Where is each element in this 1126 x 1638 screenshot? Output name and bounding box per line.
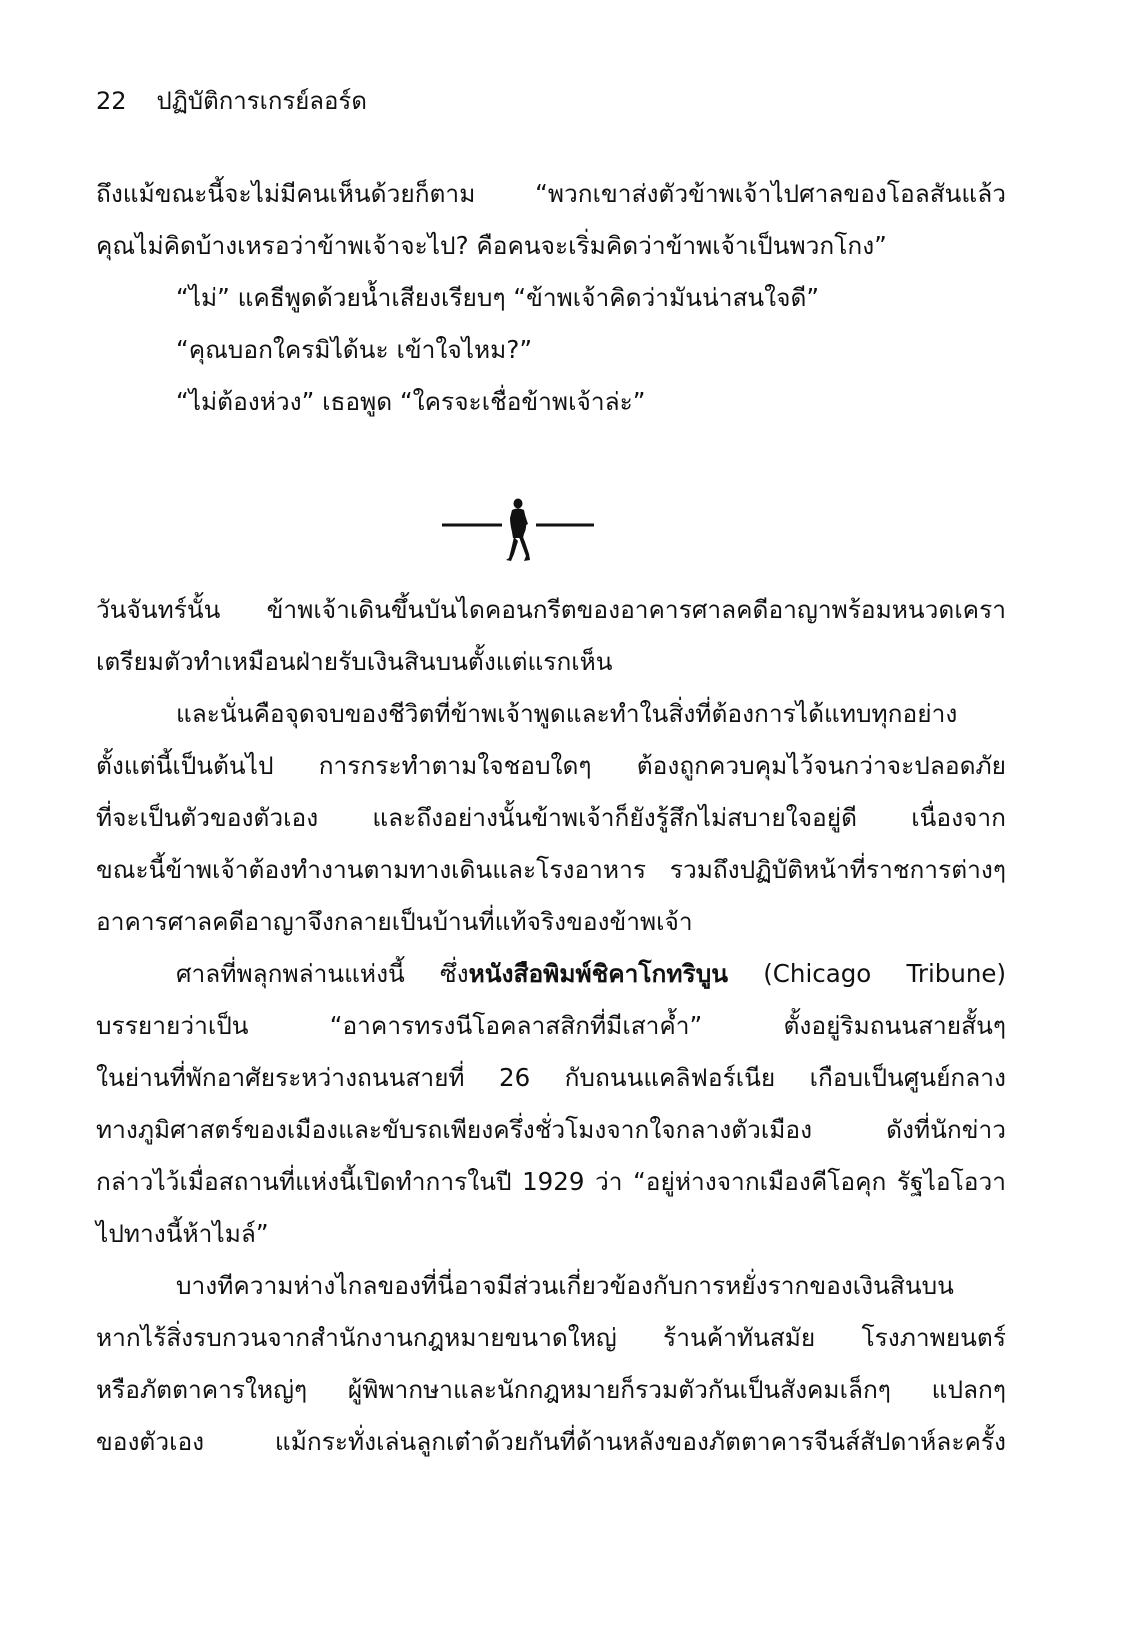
text-line [96,948,1006,1000]
text-line: ในย่านที่พักอาศัยระหว่างถนนสายที่ 26 กับถนนแคลิฟอร์เนีย เกือบเป็นศูนย์กลาง [96,1063,1006,1092]
text-line: และนั่นคือจุดจบของชีวิตที่ข้าพเจ้าพูดและทำในสิ่งที่ต้องการได้แทบทุกอย่าง [176,699,958,728]
text-line: วันจันทร์นั้น ข้าพเจ้าเดินขึ้นบันไดคอนกรีตของอาคารศาลคดีอาญาพร้อมหนวดเครา [96,595,1006,624]
running-header [96,84,367,118]
text-line: เตรียมตัวทำเหมือนฝ่ายรับเงินสินบนตั้งแต่แรกเห็น [96,647,613,676]
section-2-paragraph-3 [96,948,1006,1260]
text-line: บางทีความห่างไกลของที่นี่อาจมีส่วนเกี่ยวข้องกับการหยั่งรากของเงินสินบน [176,1271,954,1300]
section-1-paragraph [96,168,1006,272]
text-run: (Chicago Tribune) [728,959,1007,988]
text-line: ตั้งแต่นี้เป็นต้นไป การกระทำตามใจชอบใดๆ ต้องถูกควบคุมไว้จนกว่าจะปลอดภัย [96,751,1006,780]
text-line: ของตัวเอง แม้กระทั่งเล่นลูกเต๋าด้วยกันที่ด้านหลังของภัตตาคารจีนส์สัปดาห์ละครั้ง [96,1427,1006,1456]
dialogue-line: “คุณบอกใครมิได้นะ เข้าใจไหม?” [176,335,533,364]
section-2-paragraph-4 [96,1260,1006,1468]
text-line: บรรยายว่าเป็น “อาคารทรงนีโอคลาสสิกที่มีเสาค้ำ” ตั้งอยู่ริมถนนสายสั้นๆ [96,1011,1006,1040]
walking-man-silhouette-icon [440,498,596,564]
dialogue-line: “ไม่” แคธีพูดด้วยน้ำเสียงเรียบๆ “ข้าพเจ้าคิดว่ามันน่าสนใจดี” [176,283,820,312]
text-line: ขณะนี้ข้าพเจ้าต้องทำงานตามทางเดินและโรงอาหาร รวมถึงปฏิบัติหน้าที่ราชการต่างๆ [96,855,1006,884]
page-number: 22 [96,87,127,115]
text-line: หรือภัตตาคารใหญ่ๆ ผู้พิพากษาและนักกฎหมายก็รวมตัวกันเป็นสังคมเล็กๆ แปลกๆ [96,1375,1006,1404]
text-line: ที่จะเป็นตัวของตัวเอง และถึงอย่างนั้นข้าพเจ้าก็ยังรู้สึกไม่สบายใจอยู่ดี เนื่องจาก [96,803,1006,832]
section-divider [0,498,1126,568]
text-line: ทางภูมิศาสตร์ของเมืองและขับรถเพียงครึ่งชั่วโมงจากใจกลางตัวเมือง ดังที่นักข่าว [96,1115,1006,1144]
section-2-paragraph-1 [96,584,1006,688]
text-line: อาคารศาลคดีอาญาจึงกลายเป็นบ้านที่แท้จริงของข้าพเจ้า [96,907,693,936]
text-line: คุณไม่คิดบ้างเหรอว่าข้าพเจ้าจะไป? คือคนจะเริ่มคิดว่าข้าพเจ้าเป็นพวกโกง” [96,231,887,260]
dialogue-line: “ไม่ต้องห่วง” เธอพูด “ใครจะเชื่อข้าพเจ้าล่ะ” [176,387,646,416]
newspaper-name: หนังสือพิมพ์ชิคาโกทริบูน [468,959,728,988]
dialogue-block [96,272,1006,428]
text-line: กล่าวไว้เมื่อสถานที่แห่งนี้เปิดทำการในปี 1929 ว่า “อยู่ห่างจากเมืองคีโอคุก รัฐไอโอวา [96,1167,1006,1196]
text-line: ถึงแม้ขณะนี้จะไม่มีคนเห็นด้วยก็ตาม “พวกเขาส่งตัวข้าพเจ้าไปศาลของโอลสันแล้ว [96,179,1006,208]
book-title: ปฏิบัติการเกรย์ลอร์ด [156,87,367,115]
text-line: หากไร้สิ่งรบกวนจากสำนักงานกฎหมายขนาดใหญ่ ร้านค้าทันสมัย โรงภาพยนตร์ [96,1323,1006,1352]
text-run: ศาลที่พลุกพล่านแห่งนี้ ซึ่ง [176,959,469,988]
text-line: ไปทางนี้ห้าไมล์” [96,1219,269,1248]
section-2-paragraph-2 [96,688,1006,948]
